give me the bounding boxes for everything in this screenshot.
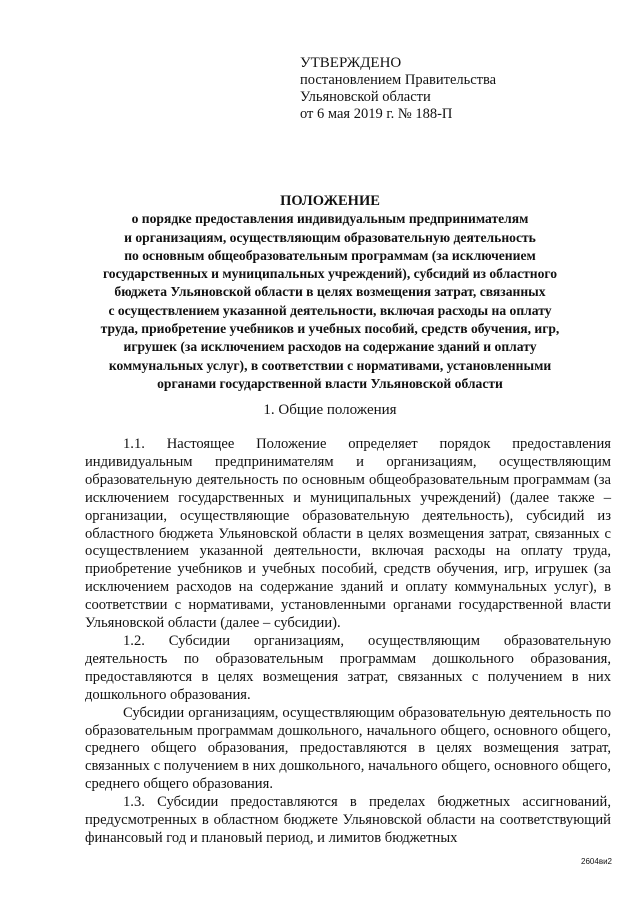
document-subtitle-line: с осуществлением указанной деятельности, включая расходы на оплату xyxy=(108,302,552,318)
document-subtitle-line: по основным общеобразовательным программам (за исключением xyxy=(124,247,536,263)
document-subtitle-line: государственных и муниципальных учреждений), субсидий из областного xyxy=(102,266,558,282)
footer-code: 2604ви2 xyxy=(581,857,612,866)
approval-line-2: Ульяновской области xyxy=(300,89,431,105)
document-subtitle-line: коммунальных услуг), в соответствии с нормативами, установленными xyxy=(108,357,552,373)
approval-label: УТВЕРЖДЕНО xyxy=(300,55,402,71)
document-subtitle-line: и организациям, осуществляющим образовательную деятельность xyxy=(124,229,536,245)
paragraph-1-2: 1.2. Субсидии организациям, осуществляющим образовательную деятельность по образовательным программам дошкольного образования, предоставляются в целях возмещения затрат, связанных с получением в них дошкольного образования. xyxy=(85,632,611,703)
approval-line-1: постановлением Правительства xyxy=(300,72,497,88)
paragraph-1-1: 1.1. Настоящее Положение определяет порядок предоставления индивидуальным предпринимателям и организациям, осуществляющим образовательную деятельность по основным общеобразовательным программам (за исключением государственных и муниципальных учреждений) (далее также – организации, осуществляющие образовательную деятельность), субсидий из областного бюджета Ульяновской области в целях возмещения затрат, связанных с осуществлением указанной деятельности, включая расходы на оплату труда, приобретение учебников и учебных пособий, средств обучения, игр, игрушек (за исключением расходов на содержание зданий и оплату коммунальных услуг), в соответствии с нормативами, установленными органами государственной власти Ульяновской области (далее – субсидии). xyxy=(85,436,611,632)
section-heading: 1. Общие положения xyxy=(263,402,397,418)
approval-block xyxy=(300,55,600,165)
document-title: ПОЛОЖЕНИЕ xyxy=(280,193,380,209)
document-title-block xyxy=(60,192,600,393)
paragraph-1-2-cont: Субсидии организациям, осуществляющим образовательную деятельность по образовательным программам дошкольного, начального общего, основного общего, среднего общего образования, предоставляются в целях возмещения затрат, связанных с получением в них дошкольного, начального общего, основного общего, среднего общего образования. xyxy=(85,704,611,793)
document-subtitle-line: органами государственной власти Ульяновской области xyxy=(157,375,503,391)
document-body xyxy=(85,436,611,848)
approval-line-3: от 6 мая 2019 г. № 188-П xyxy=(300,106,453,122)
document-subtitle-line: игрушек (за исключением расходов на содержание зданий и оплату xyxy=(123,339,537,355)
document-subtitle-line: о порядке предоставления индивидуальным предпринимателям xyxy=(131,211,529,227)
paragraph-1-3: 1.3. Субсидии предоставляются в пределах бюджетных ассигнований, предусмотренных в областном бюджете Ульяновской области на соответствующий финансовый год и плановый период, и лимитов бюджетных xyxy=(85,794,611,846)
document-subtitle-line: труда, приобретение учебников и учебных пособий, средств обучения, игр, xyxy=(100,321,560,337)
document-subtitle-line: бюджета Ульяновской области в целях возмещения затрат, связанных xyxy=(114,284,546,300)
